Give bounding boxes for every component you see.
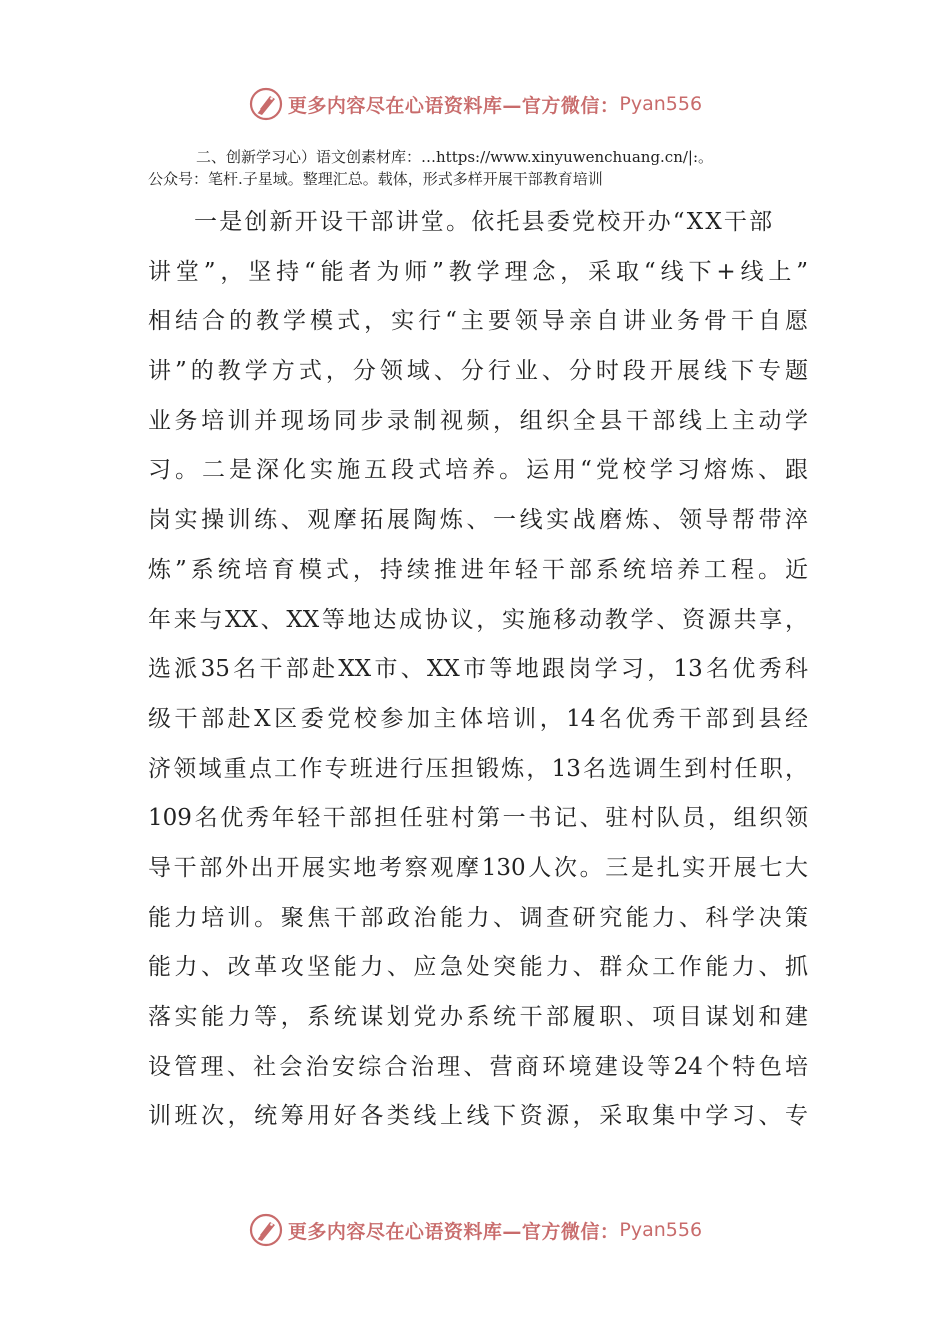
body-line: 一是创新开设干部讲堂。依托县委党校开办“XX干部: [194, 209, 775, 235]
body-line: 习。二是深化实施五段式培养。运用“党校学习熔炼、跟: [148, 457, 808, 484]
body-line: 训班次，统筹用好各类线上线下资源，采取集中学习、专: [148, 1103, 808, 1130]
head-note-line-2: 公众号：笔杆.子星域。整理汇总。载体，形式多样开展干部教育培训: [148, 170, 603, 188]
body-line: 相结合的教学模式，实行“主要领导亲自讲业务骨干自愿: [148, 308, 808, 335]
body-line: 年来与XX、XX等地达成协议，实施移动教学、资源共享，: [148, 606, 808, 633]
pen-nib-logo-icon: [248, 86, 284, 122]
body-line: 落实能力等，系统谋划党办系统干部履职、项目谋划和建: [148, 1004, 808, 1030]
banner-text: 更多内容尽在心语资料库—官方微信：: [287, 1220, 620, 1243]
body-line: 109名优秀年轻干部担任驻村第一书记、驻村队员，组织领: [148, 805, 808, 832]
body-paragraph: [148, 198, 808, 1142]
body-line: 岗实操训练、观摩拓展陶炼、一线实战磨炼、领导帮带淬: [148, 507, 808, 534]
body-line: 讲堂”，坚持“能者为师”教学理念，采取“线下+线上”: [148, 258, 808, 285]
banner-account: Pyan556: [619, 93, 703, 115]
body-line: 能力、改革攻坚能力、应急处突能力、群众工作能力、抓: [148, 954, 808, 981]
body-line: 能力培训。聚焦干部政治能力、调查研究能力、科学决策: [148, 904, 808, 931]
body-line: 济领域重点工作专班进行压担锻炼，13名选调生到村任职，: [148, 755, 808, 782]
body-line: 讲”的教学方式，分领域、分行业、分时段开展线下专题: [148, 358, 808, 385]
banner-text: 更多内容尽在心语资料库—官方微信：: [287, 94, 620, 117]
pen-nib-logo-icon: [248, 1212, 284, 1248]
body-line: 设管理、社会治安综合治理、营商环境建设等24个特色培: [148, 1053, 808, 1080]
body-line: 炼”系统培育模式，持续推进年轻干部系统培养工程。近: [148, 556, 808, 583]
head-note-line-1: 二、创新学习心）语文创素材库：…https://www.xinyuwenchuang.cn/|:。: [196, 148, 714, 166]
body-line: 导干部外出开展实地考察观摩130人次。三是扎实开展七大: [148, 854, 808, 881]
body-line: 选派35名干部赴XX市、XX市等地跟岗学习，13名优秀科: [148, 656, 808, 683]
footer-banner: [0, 1208, 950, 1252]
body-line: 级干部赴X区委党校参加主体培训，14名优秀干部到县经: [148, 705, 808, 732]
body-line: 业务培训并现场同步录制视频，组织全县干部线上主动学: [148, 407, 808, 434]
header-banner: [0, 82, 950, 126]
banner-account: Pyan556: [619, 1219, 703, 1241]
